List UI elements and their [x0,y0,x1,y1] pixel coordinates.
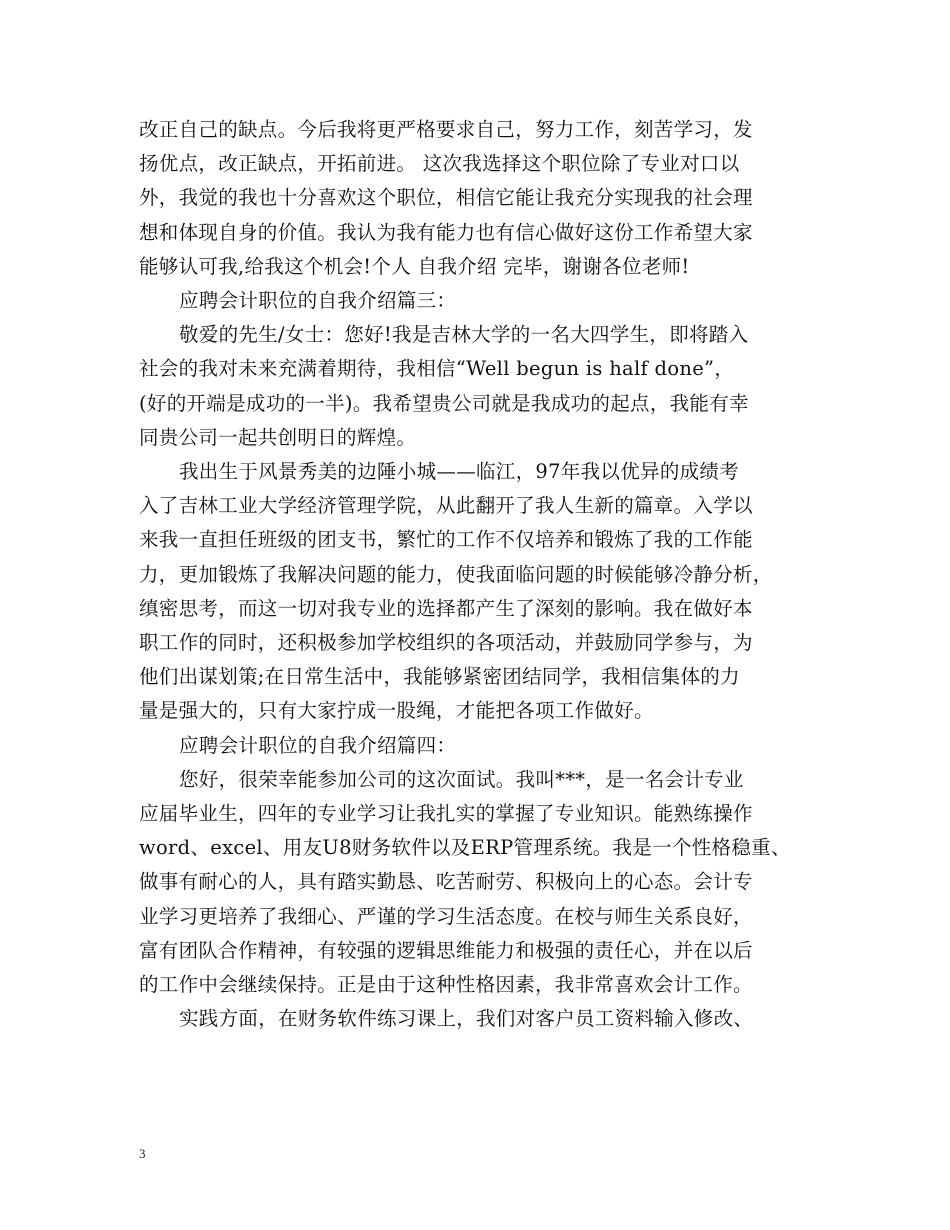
text-line: 职工作的同时，还积极参加学校组织的各项活动，并鼓励同学参与，为 [139,631,753,655]
text-line: (好的开端是成功的一半)。我希望贵公司就是我成功的起点，我能有幸 [139,391,749,415]
text-line: 我出生于风景秀美的边陲小城——临江，97年我以优异的成绩考 [179,460,740,484]
text-line: 外，我觉的我也十分喜欢这个职位，相信它能让我充分实现我的社会理 [139,186,753,210]
text-line: 做事有耐心的人，具有踏实勤恳、吃苦耐劳、积极向上的心态。会计专 [139,870,753,894]
document-body [139,113,815,1036]
text-line: 同贵公司一起共创明日的辉煌。 [139,425,417,449]
text-line: 实践方面，在财务软件练习课上，我们对客户员工资料输入修改、 [179,1007,754,1031]
text-line: 改正自己的缺点。今后我将更严格要求自己，努力工作，刻苦学习，发 [139,118,753,141]
text-line: 您好，很荣幸能参加公司的这次面试。我叫***，是一名会计专业 [179,767,744,791]
section-heading: 应聘会计职位的自我介绍篇三： [179,289,457,313]
text-line: 社会的我对未来充满着期待，我相信“Well begun is half done”， [139,357,735,381]
text-line: 业学习更培养了我细心、严谨的学习生活态度。在校与师生关系良好， [139,904,753,928]
text-line: 力，更加锻炼了我解决问题的能力，使我面临问题的时候能够冷静分析， [139,562,773,586]
text-line: 他们出谋划策;在日常生活中，我能够紧密团结同学，我相信集体的力 [139,665,740,689]
text-line: 缜密思考，而这一切对我专业的选择都产生了深刻的影响。我在做好本 [139,596,753,620]
text-line: 扬优点，改正缺点，开拓前进。 这次我选择这个职位除了专业对口以 [139,152,740,176]
text-line: 敬爱的先生/女士：您好!我是吉林大学的一名大四学生，即将踏入 [179,323,749,347]
text-line: 应届毕业生，四年的专业学习让我扎实的掌握了专业知识。能熟练操作 [139,802,753,826]
text-line: 量是强大的，只有大家拧成一股绳，才能把各项工作做好。 [139,699,654,723]
section-heading: 应聘会计职位的自我介绍篇四： [179,733,457,757]
text-line: 入了吉林工业大学经济管理学院，从此翻开了我人生新的篇章。入学以 [139,494,753,518]
text-line: 富有团队合作精神，有较强的逻辑思维能力和极强的责任心，并在以后 [139,938,753,962]
text-line: 想和体现自身的价值。我认为我有能力也有信心做好这份工作希望大家 [139,220,753,244]
text-line: 的工作中会继续保持。正是由于这种性格因素，我非常喜欢会计工作。 [139,973,753,997]
text-line: word、excel、用友U8财务软件以及ERP管理系统。我是一个性格稳重、 [139,836,791,860]
page-number: 3 [139,1146,146,1161]
text-line: 来我一直担任班级的团支书，繁忙的工作不仅培养和锻炼了我的工作能 [139,528,753,552]
text-line: 能够认可我,给我这个机会!个人 自我介绍 完毕，谢谢各位老师! [139,254,690,278]
